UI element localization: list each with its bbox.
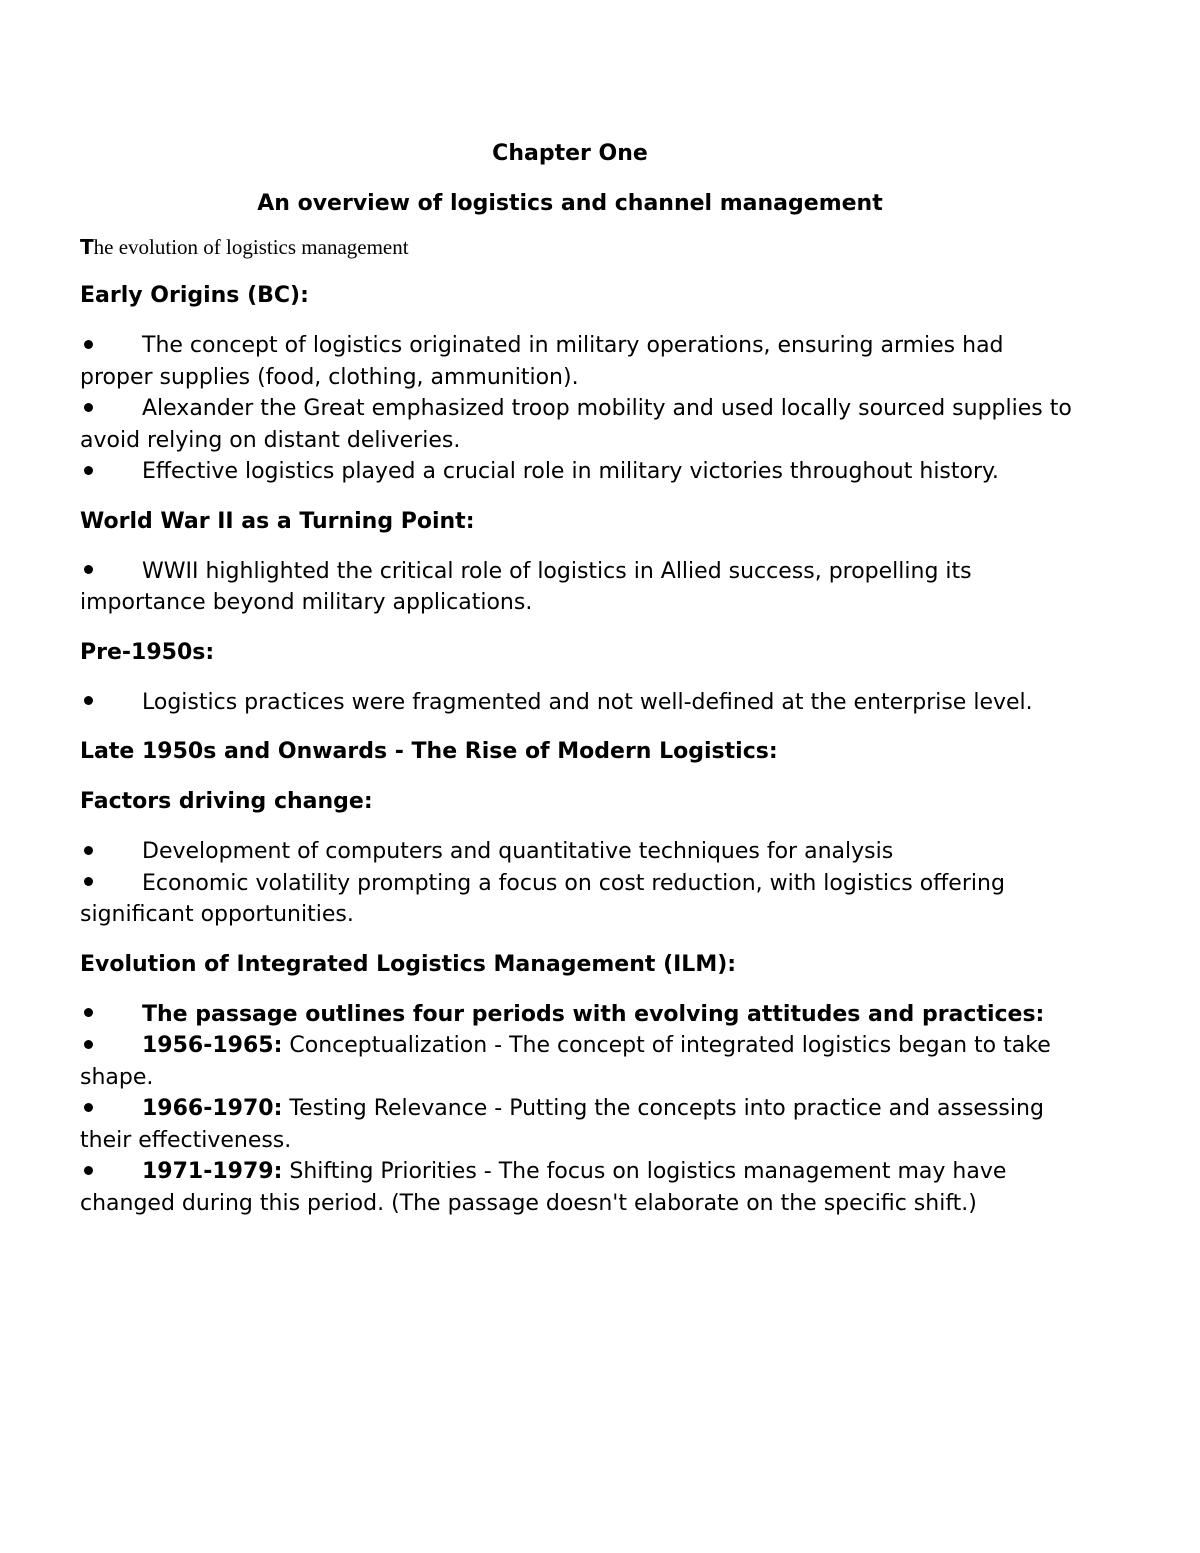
bullet-icon xyxy=(80,556,142,588)
intro-text: he evolution of logistics management xyxy=(93,235,409,259)
list-item-text: The passage outlines four periods with evolving attitudes and practices: xyxy=(142,1001,1045,1027)
section-heading-pre-1950s: Pre-1950s: xyxy=(80,639,215,665)
bullet-icon xyxy=(80,836,142,868)
list-item xyxy=(80,393,1080,456)
list-item xyxy=(80,999,1080,1031)
list-item xyxy=(80,868,1080,931)
list-item-text: Development of computers and quantitative techniques for analysis xyxy=(142,839,894,864)
section-heading-early-origins: Early Origins (BC): xyxy=(80,283,309,308)
list-item-text: Logistics practices were fragmented and not well-defined at the enterprise level. xyxy=(142,689,1033,715)
pre-1950s-list xyxy=(80,687,1080,719)
period-text: Testing Relevance - Putting the concepts into practice and assessing their effectiveness. xyxy=(80,1096,1044,1153)
bullet-icon xyxy=(80,1156,142,1188)
period-label: 1956-1965: xyxy=(142,1033,283,1058)
list-item xyxy=(80,687,1080,719)
bullet-icon xyxy=(80,999,142,1031)
list-item-text: WWII highlighted the critical role of logistics in Allied success, propelling its importance beyond military applications. xyxy=(80,558,972,615)
ww2-list xyxy=(80,556,1080,619)
list-item xyxy=(80,1093,1080,1156)
list-item-text: Economic volatility prompting a focus on cost reduction, with logistics offering significant opportunities. xyxy=(80,870,1005,927)
chapter-subtitle: An overview of logistics and channel management xyxy=(257,191,883,216)
list-item-text: Alexander the Great emphasized troop mobility and used locally sourced supplies to avoid relying on distant deliveries. xyxy=(80,396,1072,453)
list-item xyxy=(80,836,1080,868)
bullet-icon xyxy=(80,1030,142,1062)
list-item-text: The concept of logistics originated in military operations, ensuring armies had proper supplies (food, clothing, ammunition). xyxy=(80,333,1004,390)
bullet-icon xyxy=(80,1093,142,1125)
period-label: 1971-1979: xyxy=(142,1159,283,1184)
ilm-list xyxy=(80,999,1080,1220)
bullet-icon xyxy=(80,330,142,362)
intro-line xyxy=(80,232,1080,262)
bullet-icon xyxy=(80,868,142,900)
bullet-icon xyxy=(80,687,142,719)
list-item xyxy=(80,556,1080,619)
list-item xyxy=(80,330,1080,393)
factors-list xyxy=(80,836,1080,931)
document-page xyxy=(80,138,1080,1237)
section-heading-factors: Factors driving change: xyxy=(80,789,373,814)
period-text: Shifting Priorities - The focus on logistics management may have changed during this period. (The passage doesn't elaborate on the specific shift.) xyxy=(80,1159,1007,1216)
bullet-icon xyxy=(80,393,142,425)
period-text: Conceptualization - The concept of integrated logistics began to take shape. xyxy=(80,1033,1051,1090)
section-heading-late-1950s: Late 1950s and Onwards - The Rise of Modern Logistics: xyxy=(80,739,778,764)
chapter-title: Chapter One xyxy=(492,141,648,166)
period-label: 1966-1970: xyxy=(142,1096,283,1121)
bullet-icon xyxy=(80,456,142,488)
list-item xyxy=(80,1156,1080,1219)
intro-lead-letter: T xyxy=(80,235,94,259)
list-item xyxy=(80,1030,1080,1093)
early-origins-list xyxy=(80,330,1080,488)
section-heading-ww2: World War II as a Turning Point: xyxy=(80,508,475,534)
section-heading-ilm: Evolution of Integrated Logistics Management (ILM): xyxy=(80,951,737,977)
list-item xyxy=(80,456,1080,488)
list-item-text: Effective logistics played a crucial role in military victories throughout history. xyxy=(142,459,999,484)
